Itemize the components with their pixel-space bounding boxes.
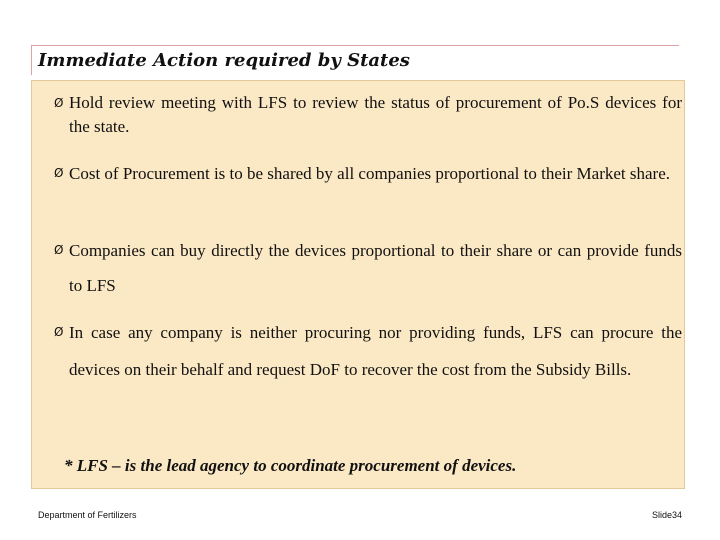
- footer-slide-number: Slide34: [651, 510, 682, 520]
- slide-title: Immediate Action required by States: [38, 50, 410, 71]
- bullet-text: Companies can buy directly the devices proportional to their share or can provide funds to LFS: [69, 241, 682, 295]
- title-rule-left: [31, 45, 32, 75]
- content-box: [31, 80, 685, 489]
- title-rule-top: [31, 45, 679, 46]
- footnote: * LFS – is the lead agency to coordinate procurement of devices.: [64, 456, 517, 475]
- arrow-bullet-icon: Ø: [54, 96, 64, 110]
- footer-department: Department of Fertilizers: [38, 510, 137, 520]
- bullet-text: In case any company is neither procuring nor providing funds, LFS can procure the devices on their behalf and request DoF to recover the cost from the Subsidy Bills.: [69, 323, 682, 379]
- bullet-item: [54, 91, 682, 139]
- bullet-text: Hold review meeting with LFS to review the status of procurement of Po.S devices for the state.: [69, 93, 682, 136]
- bullet-text: Cost of Procurement is to be shared by all companies proportional to their Market share.: [69, 164, 670, 183]
- arrow-bullet-icon: Ø: [54, 166, 64, 180]
- bullet-item: [54, 156, 682, 191]
- arrow-bullet-icon: Ø: [54, 243, 64, 257]
- bullet-item: [54, 233, 682, 303]
- arrow-bullet-icon: Ø: [54, 325, 64, 339]
- bullet-item: [54, 314, 682, 388]
